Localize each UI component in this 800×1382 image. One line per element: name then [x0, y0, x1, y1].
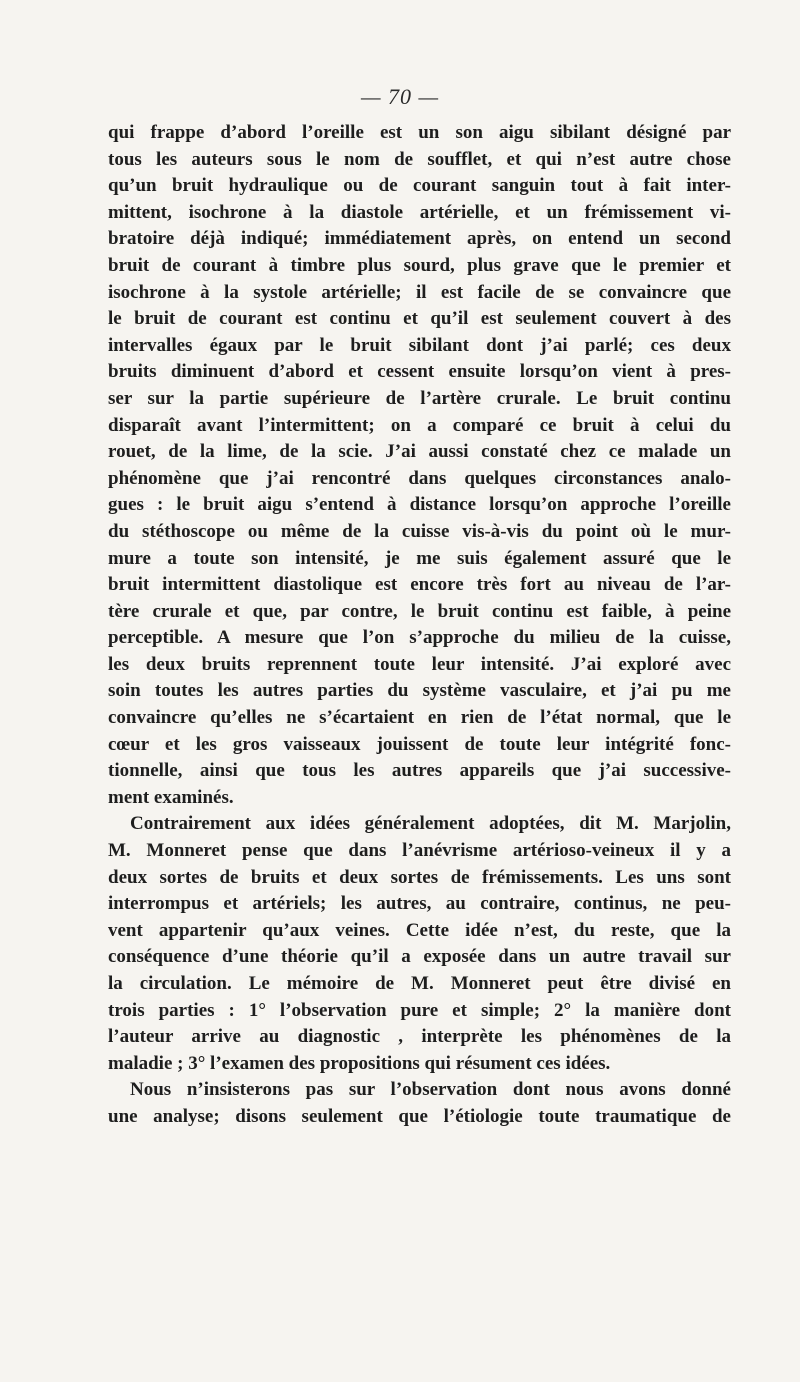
text-line: tous les auteurs sous le nom de soufflet, et qui n’est autre chose [108, 148, 731, 170]
text-line: tionnelle, ainsi que tous les autres appareils que j’ai successive- [108, 760, 731, 782]
text-line: l’auteur arrive au diagnostic , interprète les phénomènes de la [108, 1026, 731, 1048]
text-line: bruit intermittent diastolique est encore très fort au niveau de l’ar- [108, 574, 731, 596]
text-line: une analyse; disons seulement que l’étiologie toute traumatique de [108, 1105, 731, 1127]
text-line: bratoire déjà indiqué; immédiatement après, on entend un second [108, 228, 731, 250]
text-line: mittent, isochrone à la diastole artérielle, et un frémissement vi- [108, 201, 731, 223]
text-line: bruits diminuent d’abord et cessent ensuite lorsqu’on vient à pres- [108, 361, 731, 383]
text-line: tère crurale et que, par contre, le bruit continu est faible, à peine [108, 600, 731, 622]
text-line: convaincre qu’elles ne s’écartaient en rien de l’état normal, que le [108, 707, 731, 729]
text-line: rouet, de la lime, de la scie. J’ai aussi constaté chez ce malade un [108, 441, 731, 463]
page-number: — 70 — [360, 84, 440, 109]
text-line: gues : le bruit aigu s’entend à distance lorsqu’on approche l’oreille [108, 494, 731, 516]
text-line: ment examinés. [108, 786, 234, 808]
text-line: les deux bruits reprennent toute leur intensité. J’ai exploré avec [108, 653, 731, 675]
text-line: qui frappe d’abord l’oreille est un son aigu sibilant désigné par [108, 122, 731, 143]
text-line: qu’un bruit hydraulique ou de courant sanguin tout à fait inter- [108, 175, 731, 197]
text-line: vent appartenir qu’aux veines. Cette idée n’est, du reste, que la [108, 919, 731, 941]
text-line: conséquence d’une théorie qu’il a exposée dans un autre travail sur [108, 946, 731, 968]
text-line: M. Monneret pense que dans l’anévrisme artérioso-veineux il y a [108, 840, 731, 862]
text-line: la circulation. Le mémoire de M. Monneret peut être divisé en [108, 973, 731, 994]
text-line: mure a toute son intensité, je me suis également assuré que le [108, 547, 731, 569]
text-line: disparaît avant l’intermittent; on a comparé ce bruit à celui du [108, 414, 731, 436]
text-line: trois parties : 1° l’observation pure et simple; 2° la manière dont [108, 999, 731, 1021]
paragraph-start-line: Nous n’insisterons pas sur l’observation dont nous avons donné [130, 1079, 731, 1101]
text-line: ser sur la partie supérieure de l’artère crurale. Le bruit continu [108, 387, 731, 409]
paragraph-start-line: Contrairement aux idées généralement adoptées, dit M. Marjolin, [130, 813, 731, 835]
text-line: bruit de courant à timbre plus sourd, plus grave que le premier et [108, 254, 731, 276]
text-line: phénomène que j’ai rencontré dans quelques circonstances analo- [108, 467, 731, 489]
text-line: du stéthoscope ou même de la cuisse vis-à-vis du point où le mur- [108, 520, 731, 542]
text-line: interrompus et artériels; les autres, au contraire, continus, ne peu- [108, 893, 731, 915]
text-line: soin toutes les autres parties du système vasculaire, et j’ai pu me [108, 680, 731, 702]
text-line: isochrone à la systole artérielle; il est facile de se convaincre que [108, 281, 731, 303]
text-line: perceptible. A mesure que l’on s’approche du milieu de la cuisse, [108, 627, 731, 649]
text-line: deux sortes de bruits et deux sortes de frémissements. Les uns sont [108, 866, 731, 888]
text-line: cœur et les gros vaisseaux jouissent de toute leur intégrité fonc- [108, 733, 731, 755]
text-line: le bruit de courant est continu et qu’il est seulement couvert à des [108, 308, 731, 330]
text-line: maladie ; 3° l’examen des propositions qui résument ces idées. [108, 1052, 611, 1074]
body-text [108, 120, 731, 1131]
text-line: intervalles égaux par le bruit sibilant dont j’ai parlé; ces deux [108, 334, 731, 356]
